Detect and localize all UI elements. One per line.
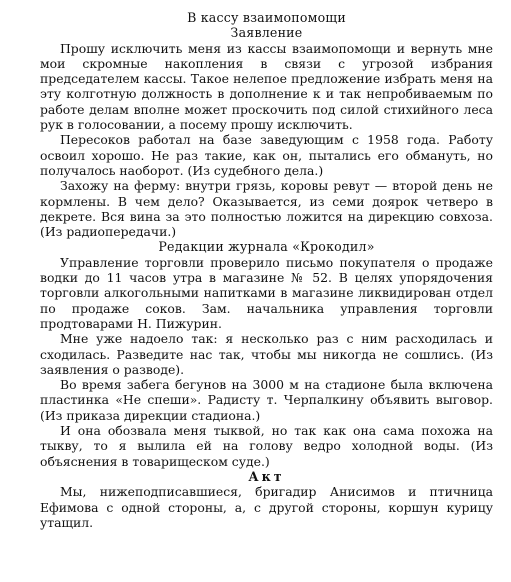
paragraph-court-case: Пересоков работал на базе заведующим с 1958 года. Работу освоил хорошо. Не раз такие, как он, пытались его обмануть, но получалось наоборот. (Из судебного дела.) (40, 132, 493, 178)
paragraph-application: Прошу исключить меня из кассы взаимопомощи и вернуть мне мои скромные накопления в связи с угрозой избрания председателем кассы. Такое нелепое предложение избрать меня на эту колготную должность в дополнение к и так непробиваемым по работе делам вполне может проскочить под силой стихийного леса рук в голосовании, а посему прошу исключить. (40, 40, 493, 133)
paragraph-divorce: Мне уже надоело так: я несколько раз с ним расходилась и сходилась. Разведите нас так, чтобы мы никогда не сошлись. (Из заявления о разводе). (40, 331, 493, 377)
heading-cash-fund: В кассу взаимопомощи (187, 10, 346, 25)
paragraph-pumpkin: И она обозвала меня тыквой, но так как она сама похожа на тыкву, то я вылила ей на голову ведро холодной воды. (Из объяснения в товарищеском суде.) (40, 423, 493, 469)
heading-krokodil-editorial: Редакции журнала «Крокодил» (158, 239, 375, 255)
heading-act: Акт (248, 468, 285, 484)
paragraph-trade-administration: Управление торговли проверило письмо покупателя о продаже водки до 11 часов утра в магазине № 52. В целях упорядочения торговли алкогольными напитками в магазине ликвидирован отдел по продаже соков. Зам. начальника управления торговли продтоварами Н. Пижурин. (40, 254, 493, 331)
heading-application: Заявление (230, 25, 303, 41)
paragraph-farm-radio: Захожу на ферму: внутри грязь, коровы ревут — второй день не кормлены. В чем дело? Оказывается, из семи доярок четверо в декрете. Вся вина за это полностью ложится на дирекцию совхоза. (Из радиопередачи.) (40, 178, 493, 240)
paragraph-act: Мы, нижеподписавшиеся, бригадир Анисимов и птичница Ефимова с одной стороны, а, с другой стороны, коршун курицу утащил. (40, 484, 493, 530)
paragraph-stadium-order: Во время забега бегунов на 3000 м на стадионе была включена пластинка «Не спеши». Радисту т. Черпалкину объявить выговор. (Из приказа дирекции стадиона.) (40, 377, 493, 423)
